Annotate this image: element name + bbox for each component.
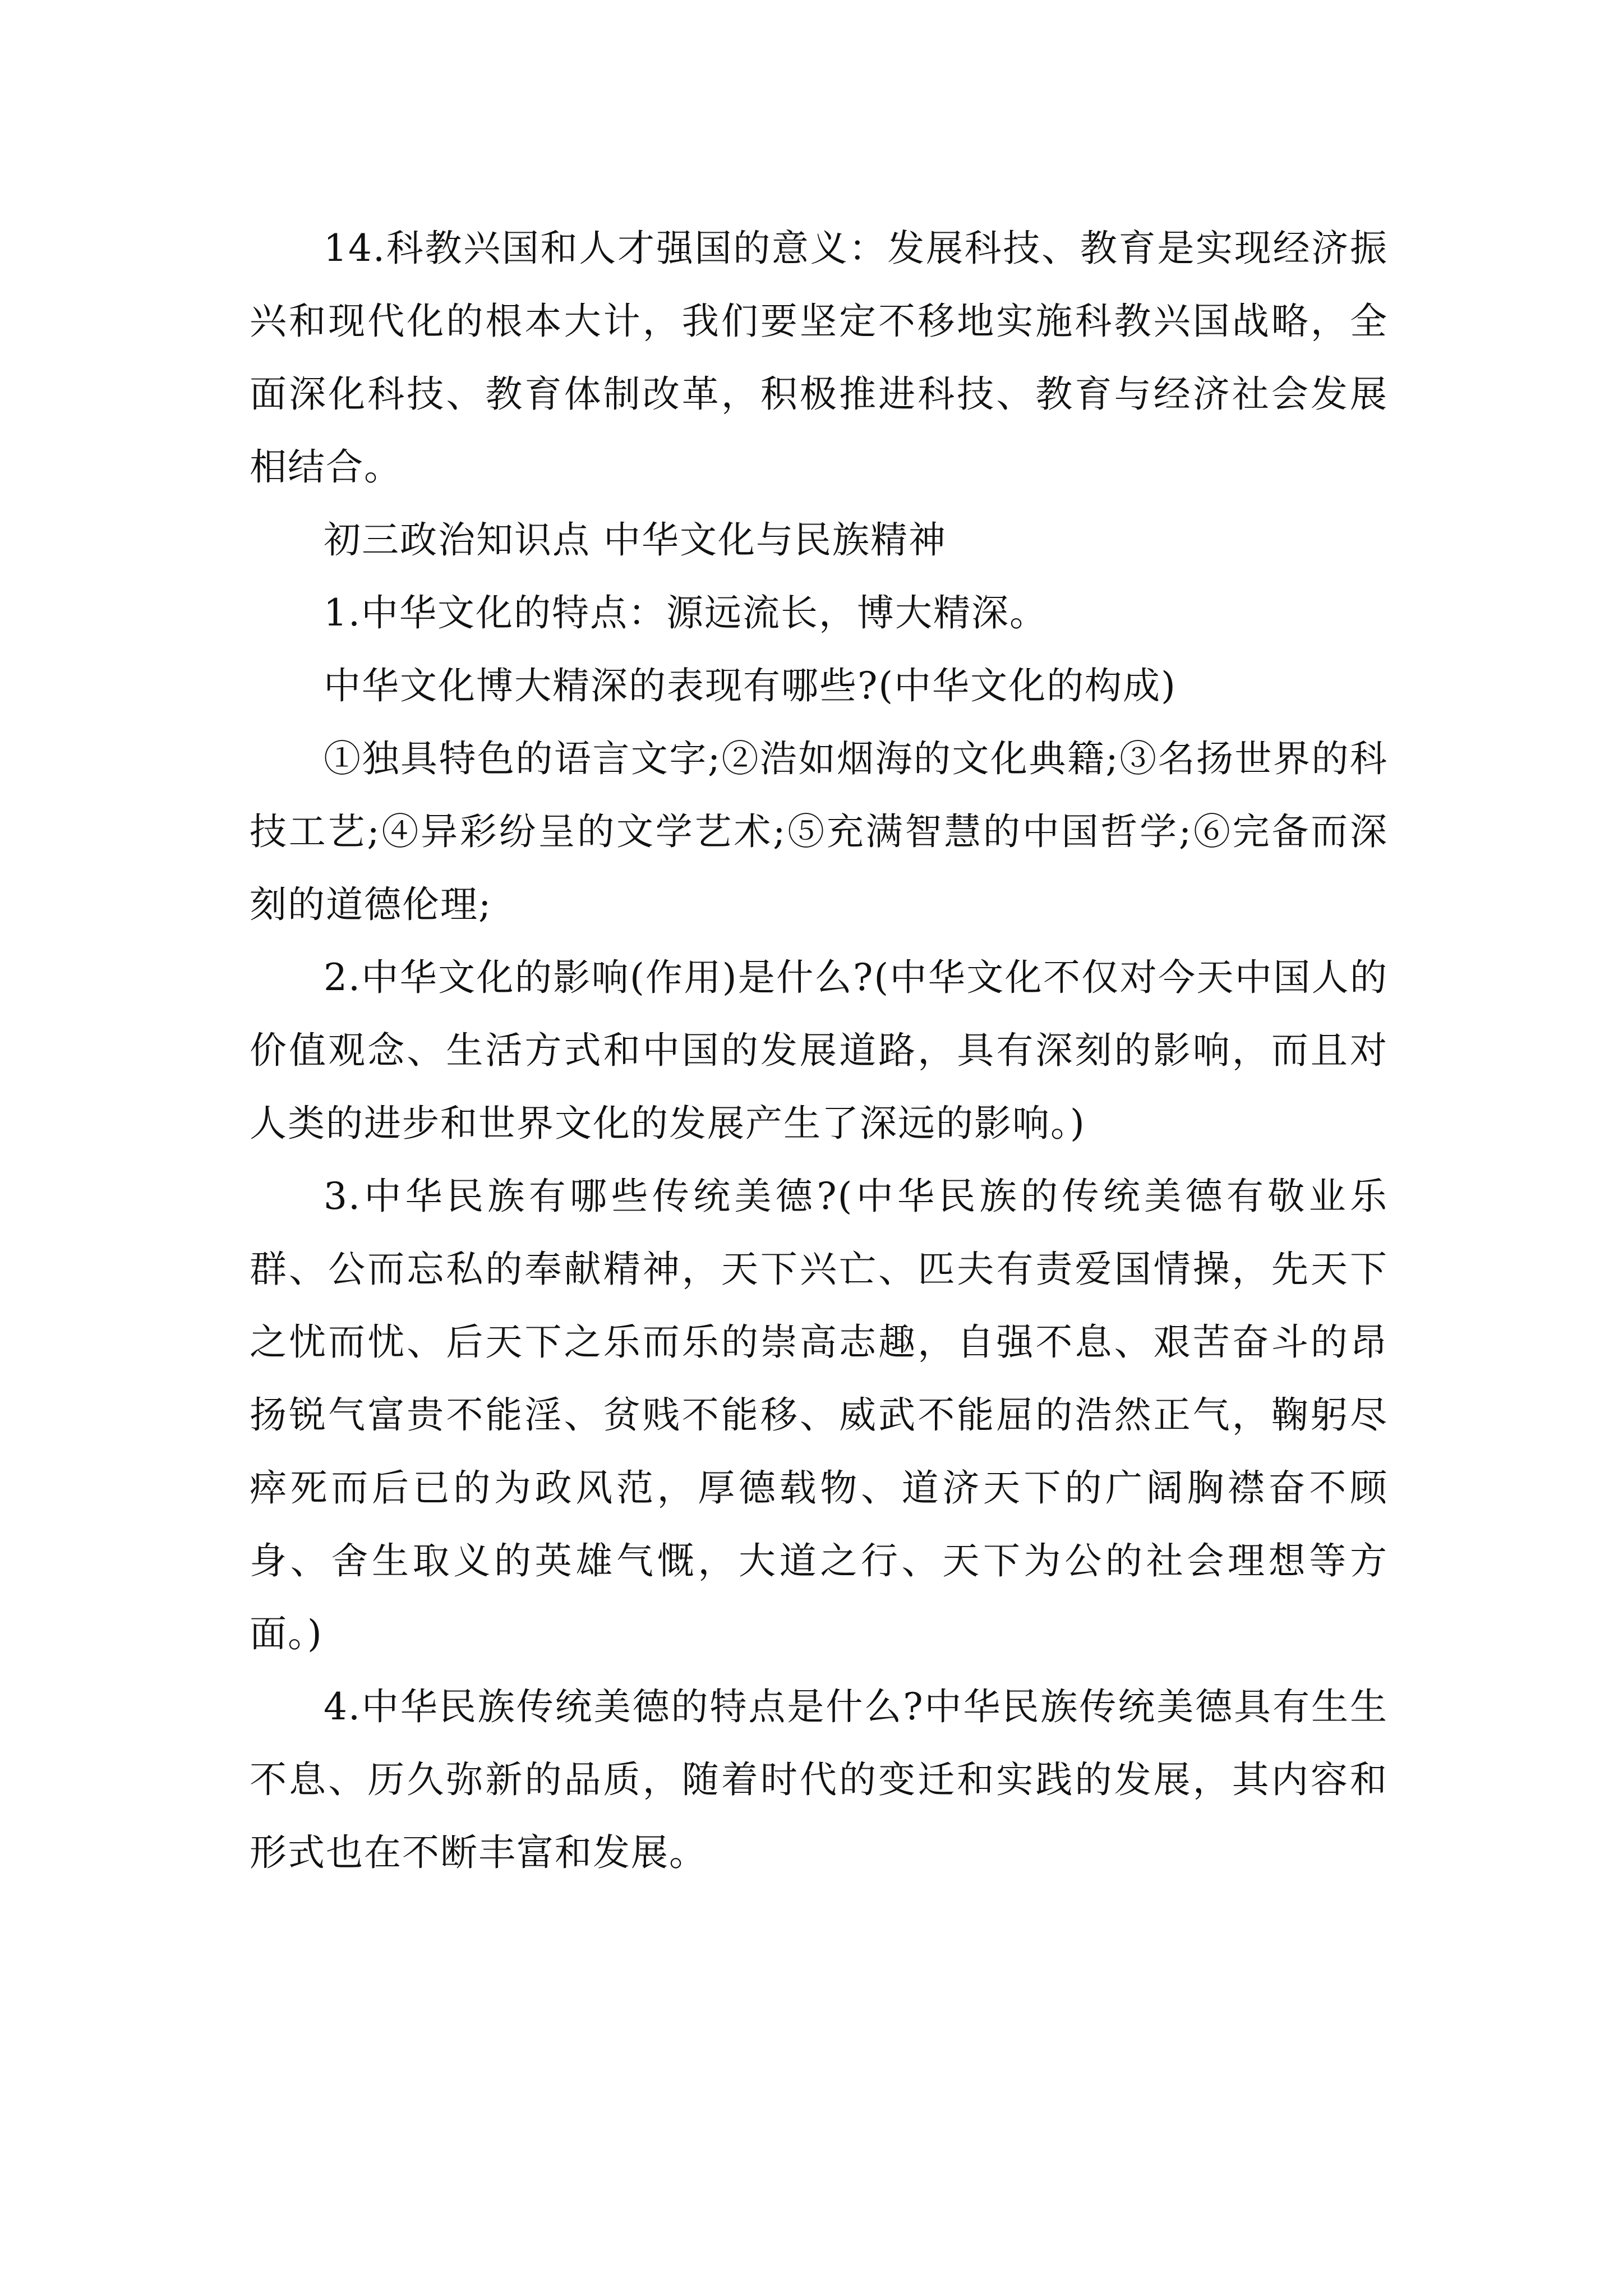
- paragraph-science-education: 14.科教兴国和人才强国的意义：发展科技、教育是实现经济振兴和现代化的根本大计，我们要坚定不移地实施科教兴国战略，全面深化科技、教育体制改革，积极推进科技、教育与经济社会发展相结合。: [250, 227, 1388, 489]
- paragraph-virtue-characteristics: 4.中华民族传统美德的特点是什么?中华民族传统美德具有生生不息、历久弥新的品质，随着时代的变迁和实践的发展，其内容和形式也在不断丰富和发展。: [250, 1685, 1388, 1874]
- paragraph-traditional-virtues: 3.中华民族有哪些传统美德?(中华民族的传统美德有敬业乐群、公而忘私的奉献精神，天下兴亡、匹夫有责爱国情操，先天下之忧而忧、后天下之乐而乐的崇高志趣，自强不息、艰苦奋斗的昂扬锐气富贵不能淫、贫贱不能移、威武不能屈的浩然正气，鞠躬尽瘁死而后已的为政风范，厚德载物、道济天下的广阔胸襟奋不顾身、舍生取义的英雄气慨，大道之行、天下为公的社会理想等方面。): [250, 1175, 1388, 1655]
- paragraph-culture-components: ①独具特色的语言文字;②浩如烟海的文化典籍;③名扬世界的科技工艺;④异彩纷呈的文学艺术;⑤充满智慧的中国哲学;⑥完备而深刻的道德伦理;: [250, 737, 1388, 926]
- document-page: [250, 212, 1388, 1889]
- section-heading: 初三政治知识点 中华文化与民族精神: [324, 518, 947, 562]
- paragraph-culture-features: 1.中华文化的特点：源远流长，博大精深。: [324, 591, 1048, 634]
- paragraph-culture-influence: 2.中华文化的影响(作用)是什么?(中华文化不仅对今天中国人的价值观念、生活方式和中国的发展道路，具有深刻的影响，而且对人类的进步和世界文化的发展产生了深远的影响。): [250, 956, 1388, 1145]
- paragraph-culture-question: 中华文化博大精深的表现有哪些?(中华文化的构成): [324, 664, 1177, 707]
